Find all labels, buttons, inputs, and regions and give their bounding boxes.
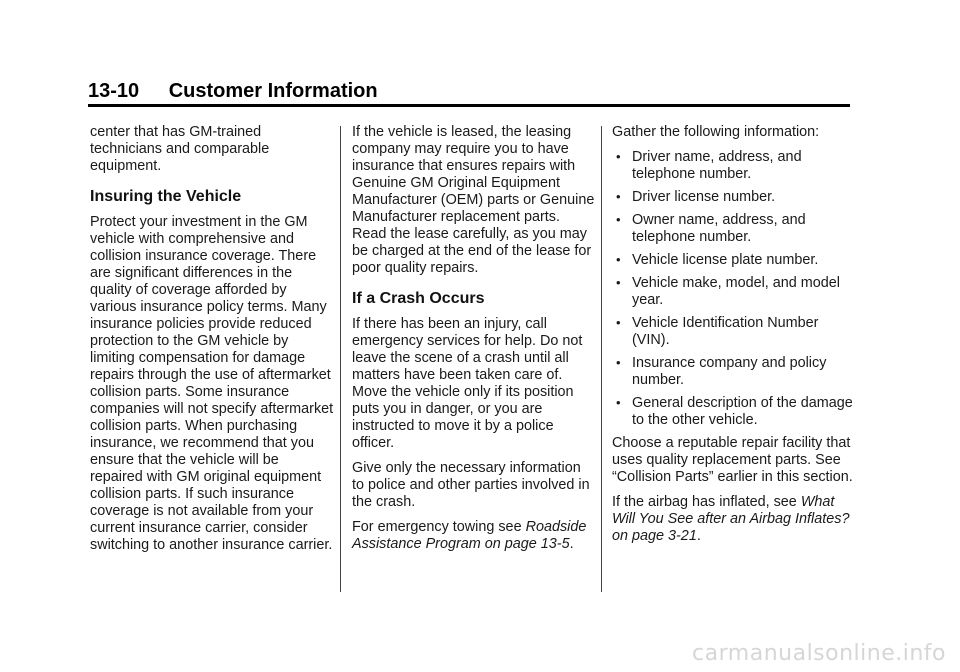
column-1 bbox=[90, 124, 334, 562]
column-divider-1 bbox=[340, 126, 341, 592]
column-3 bbox=[612, 124, 856, 553]
bullet-icon: • bbox=[616, 252, 621, 267]
watermark: carmanualsonline.info bbox=[692, 641, 946, 666]
list-item-text: Owner name, address, and telephone number. bbox=[632, 212, 806, 245]
list-item bbox=[612, 149, 856, 183]
list-item bbox=[612, 275, 856, 309]
list-item bbox=[612, 355, 856, 389]
bullet-icon: • bbox=[616, 212, 621, 227]
bullet-icon: • bbox=[616, 189, 621, 204]
paragraph-with-reference bbox=[352, 519, 596, 553]
list-item bbox=[612, 252, 856, 269]
list-item-text: Vehicle license plate number. bbox=[632, 252, 819, 268]
list-item bbox=[612, 395, 856, 429]
page-header bbox=[88, 80, 850, 103]
bullet-icon: • bbox=[616, 149, 621, 164]
text: For emergency towing see bbox=[352, 519, 526, 535]
column-divider-2 bbox=[601, 126, 602, 592]
list-item bbox=[612, 212, 856, 246]
list-item-text: Vehicle Identification Number (VIN). bbox=[632, 315, 819, 348]
page-number: 13-10 bbox=[88, 80, 140, 102]
paragraph: If there has been an injury, call emergency services for help. Do not leave the scene of a crash until all matters have been taken care of. Move the vehicle only if its position puts you in danger, or you are instructed to move it by a police officer. bbox=[352, 316, 583, 451]
section-title: Customer Information bbox=[168, 80, 378, 102]
column-2 bbox=[352, 124, 596, 561]
page-reference-link[interactable]: What Will You See after an Airbag Inflates? on page 3-21 bbox=[612, 494, 850, 544]
list-item bbox=[612, 189, 856, 206]
bullet-icon: • bbox=[616, 315, 621, 330]
info-list bbox=[612, 149, 856, 429]
bullet-icon: • bbox=[616, 275, 621, 290]
paragraph: If the vehicle is leased, the leasing company may require you to have insurance that ensures repairs with Genuine GM Original Equipment Manufacturer (OEM) parts or Genuine Manufacturer replacement parts. Read the lease carefully, as you may be charged at the end of the lease for poor quality repairs. bbox=[352, 124, 595, 276]
bullet-icon: • bbox=[616, 395, 621, 410]
paragraph: Give only the necessary information to police and other parties involved in the crash. bbox=[352, 460, 590, 510]
paragraph: Protect your investment in the GM vehicle with comprehensive and collision insurance coverage. There are significant differences in the quality of coverage afforded by various insurance policy terms. Many insurance policies provide reduced protection to the GM vehicle by limiting compensation for damage repairs through the use of aftermarket collision parts. Some insurance companies will not specify aftermarket collision parts. When purchasing insurance, we recommend that you ensure that the vehicle will be repaired with GM original equipment collision parts. If such insurance coverage is not available from your current insurance carrier, consider switching to another insurance carrier. bbox=[90, 214, 334, 553]
list-item-text: Driver license number. bbox=[632, 189, 776, 205]
page-reference-link[interactable]: Roadside Assistance Program on page 13-5 bbox=[352, 519, 587, 552]
paragraph: Gather the following information: bbox=[612, 124, 820, 140]
section-heading: If a Crash Occurs bbox=[352, 290, 485, 307]
list-item-text: Driver name, address, and telephone number. bbox=[632, 149, 802, 182]
list-item-text: Insurance company and policy number. bbox=[632, 355, 827, 388]
paragraph: Choose a reputable repair facility that uses quality replacement parts. See “Collision Parts” earlier in this section. bbox=[612, 435, 853, 485]
text: If the airbag has inflated, see bbox=[612, 494, 801, 510]
list-item-text: General description of the damage to the other vehicle. bbox=[632, 395, 853, 428]
paragraph-with-reference bbox=[612, 494, 856, 545]
text: . bbox=[696, 528, 701, 544]
header-rule bbox=[88, 104, 850, 107]
list-item-text: Vehicle make, model, and model year. bbox=[632, 275, 840, 308]
section-heading: Insuring the Vehicle bbox=[90, 188, 242, 205]
text: . bbox=[569, 536, 574, 552]
bullet-icon: • bbox=[616, 355, 621, 370]
list-item bbox=[612, 315, 856, 349]
paragraph: center that has GM-trained technicians and comparable equipment. bbox=[90, 124, 270, 174]
